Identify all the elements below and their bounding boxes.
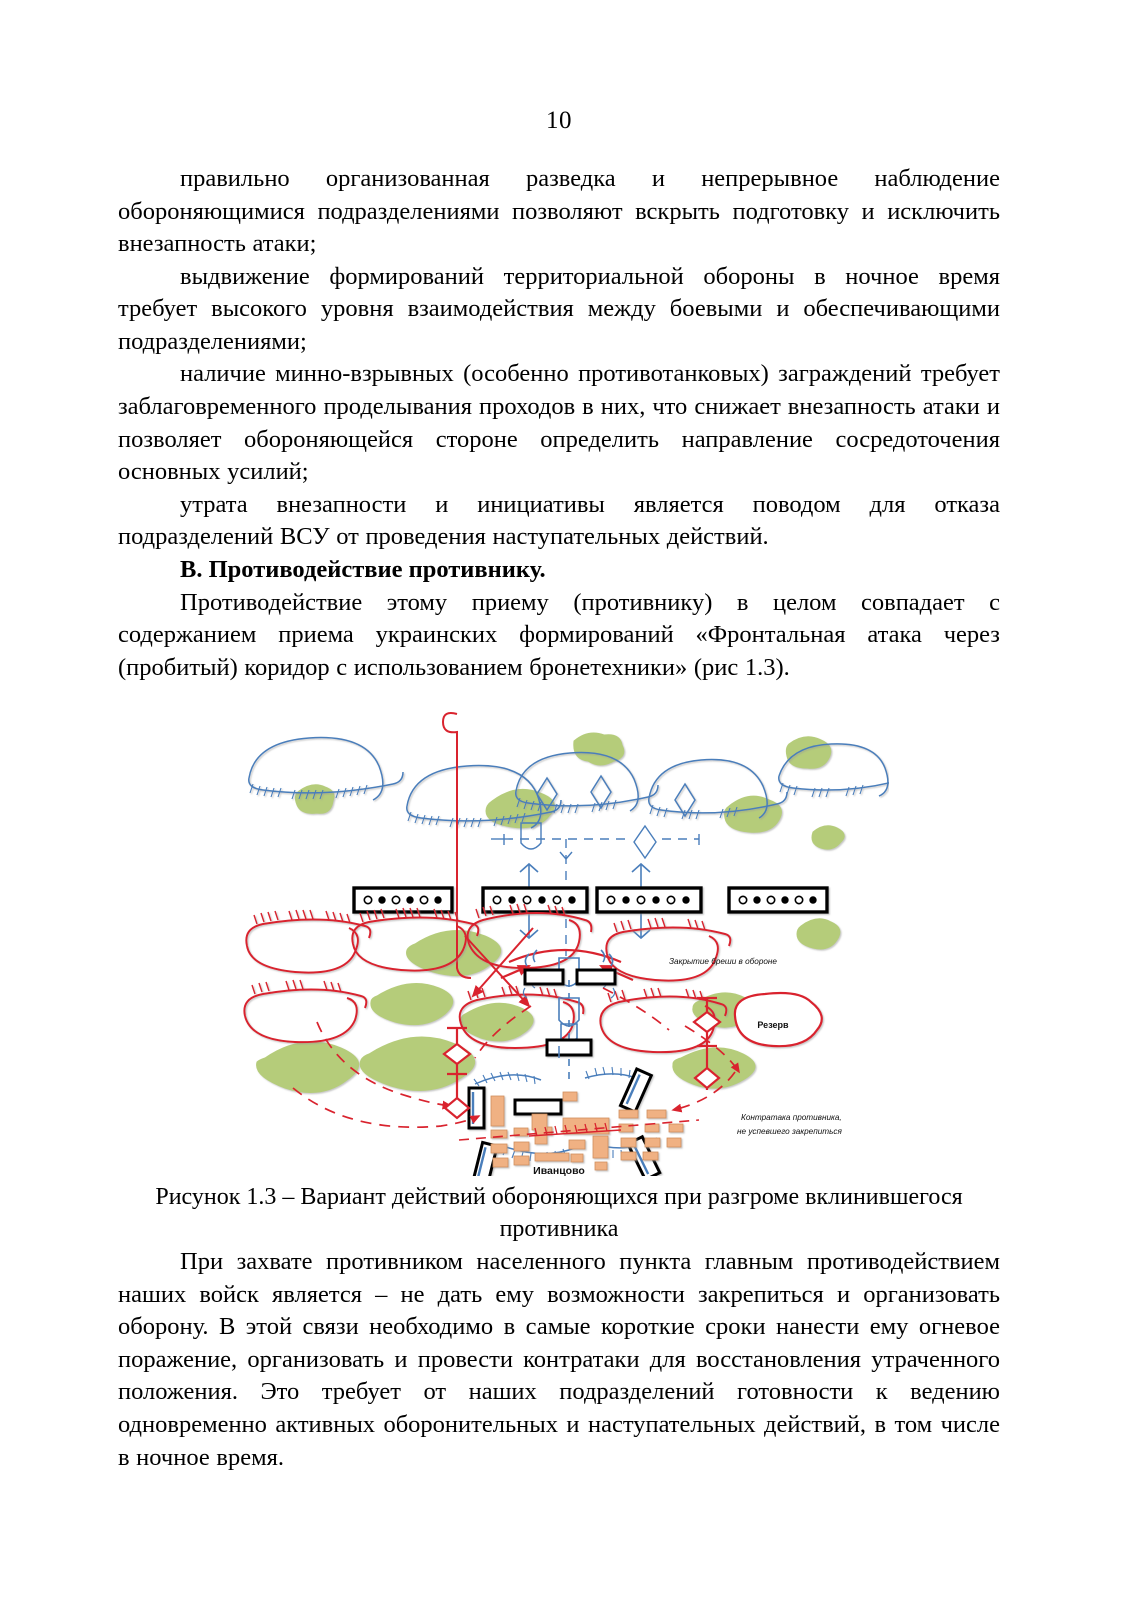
counterattack-label-line1: Контратака противника, [741,1113,842,1123]
page-number: 10 [546,107,572,134]
figure-tactical-map [118,706,1000,1176]
paragraph-after-heading: Противодействие этому приему (противнику) в целом совпадает с содержанием приема украинских формирований «Фронтальная атака через (пробитый) коридор с использованием бронетехники» (рис 1.3). [118,588,1000,681]
tactical-map-svg [229,706,889,1176]
closing-paragraph-1: При захвате противником населенного пункта главным противодействием наших войск является – не дать ему возможности закрепиться и организовать оборону. В этой связи необходимо в самые короткие сроки нанести ему огневое поражение, организовать и провести контратаки для восстановления утраченного положения. Это требует от наших подразделений готовности к ведению одновременно активных оборонительных и наступательных действий, в том числе в ночное время. [118,1248,1000,1471]
paragraph-1: правильно организованная разведка и непрерывное наблюдение обороняющимися подразделениями позволяют вскрыть подготовку и исключить внезапность атаки; [118,165,1000,258]
breach-closure-label: Закрытие бреши в обороне [669,957,777,967]
counterattack-label-line2: не успевшего закрепиться [737,1127,842,1137]
minefield-bar [597,888,701,912]
paragraph-4: утрата внезапности и инициативы является поводом для отказа подразделений ВСУ от проведения наступательных действий. [118,490,1000,551]
paragraph-3: наличие минно-взрывных (особенно противотанковых) заграждений требует заблаговременного проделывания проходов в них, что снижает внезапность атаки и позволяет обороняющейся стороне определить направление сосредоточения основных усилий; [118,360,1000,486]
paragraph-2: выдвижение формирований территориальной обороны в ночное время требует высокого уровня взаимодействия между боевыми и обеспечивающими подразделениями; [118,262,1000,355]
page-content [118,0,1000,1474]
section-heading: В. Противодействие противнику. [180,555,546,583]
reserve-unit [735,993,822,1046]
settlement-label: Иванцово [533,1165,585,1177]
figure-caption: Рисунок 1.3 – Вариант действий обороняющихся при разгроме вклинившегося противника [155,1184,963,1243]
minefield-bar [483,888,587,912]
reserve-label: Резерв [757,1020,789,1031]
minefield-bar [729,888,827,912]
